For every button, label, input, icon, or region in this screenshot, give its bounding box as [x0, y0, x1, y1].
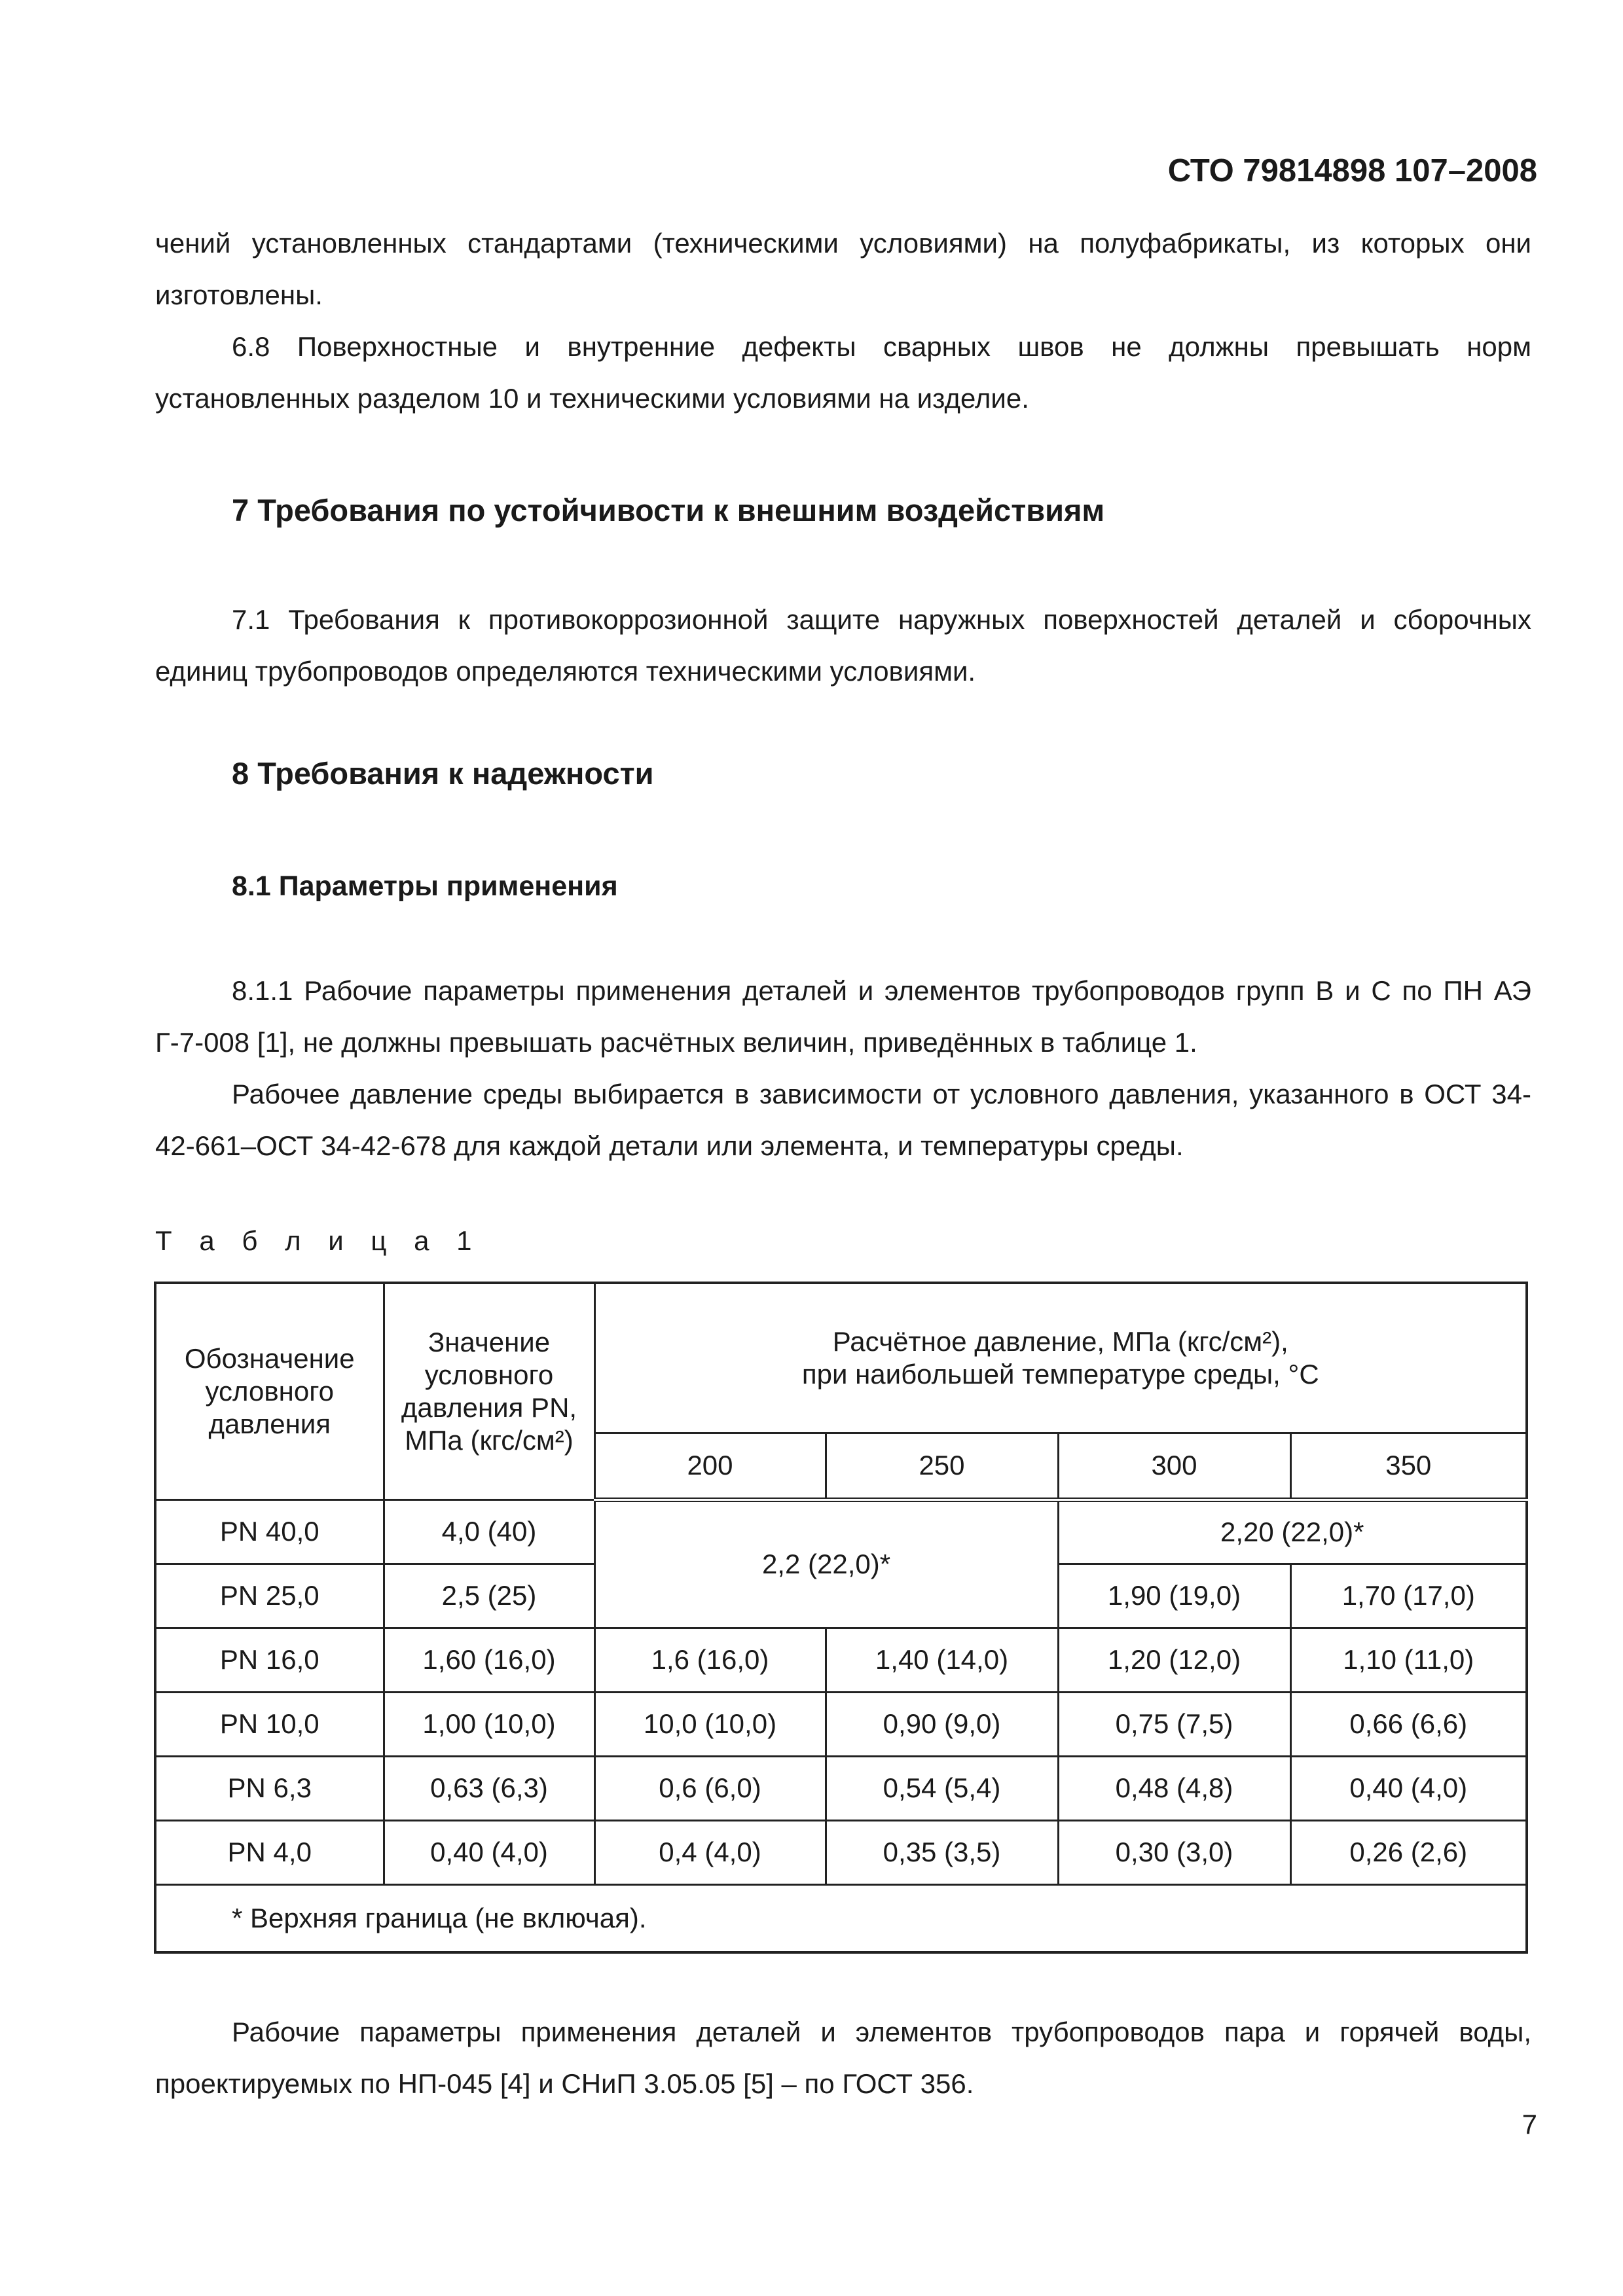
table-footnote: * Верхняя граница (не включая).	[155, 1884, 1527, 1952]
paragraph-8-1-1: 8.1.1 Рабочие параметры применения деталей и элементов трубопроводов групп B и C по ПН АЭ Г-7-008 [1], не должны превышать расчётных величин, приведённых в таблице 1.	[155, 975, 1531, 1058]
cell-temp-350: 0,40 (4,0)	[1290, 1756, 1527, 1820]
cell-pn: PN 10,0	[155, 1692, 384, 1756]
cell-temp-350: 0,66 (6,6)	[1290, 1692, 1527, 1756]
cell-pn: PN 6,3	[155, 1756, 384, 1820]
pressure-table	[154, 1282, 1528, 1954]
table-row	[155, 1756, 1527, 1820]
cell-merged-high-temp-pn40: 2,20 (22,0)*	[1058, 1499, 1527, 1564]
header-temp-300: 300	[1058, 1433, 1290, 1499]
cell-temp-300: 0,48 (4,8)	[1058, 1756, 1290, 1820]
cell-pn: PN 25,0	[155, 1564, 384, 1628]
cell-temp-200: 10,0 (10,0)	[594, 1692, 826, 1756]
cell-temp-250: 0,35 (3,5)	[826, 1820, 1058, 1884]
header-design-pressure	[594, 1283, 1527, 1433]
cell-temp-300: 1,90 (19,0)	[1058, 1564, 1290, 1628]
cell-temp-200: 1,6 (16,0)	[594, 1628, 826, 1692]
paragraph-6-8: 6.8 Поверхностные и внутренние дефекты сварных швов не должны превышать норм установленных разделом 10 и техническими условиями на изделие.	[155, 331, 1531, 414]
header-design-pressure-line2: при наибольшей температуре среды, °С	[801, 1358, 1319, 1390]
subsection-heading-8-1: 8.1 Параметры применения	[232, 870, 618, 902]
cell-temp-250: 0,90 (9,0)	[826, 1692, 1058, 1756]
cell-pn-value: 0,40 (4,0)	[384, 1820, 594, 1884]
header-temp-250: 250	[826, 1433, 1058, 1499]
table-row	[155, 1692, 1527, 1756]
paragraph-after-table: Рабочие параметры применения деталей и элементов трубопроводов пара и горячей воды, проектируемых по НП-045 [4] и СНиП 3.05.05 [5] – по ГОСТ 356.	[155, 2017, 1531, 2099]
cell-temp-200: 0,6 (6,0)	[594, 1756, 826, 1820]
cell-temp-300: 1,20 (12,0)	[1058, 1628, 1290, 1692]
cell-temp-300: 0,30 (3,0)	[1058, 1820, 1290, 1884]
table-caption: Т а б л и ц а 1	[155, 1225, 482, 1256]
cell-pn: PN 4,0	[155, 1820, 384, 1884]
document-code: СТО 79814898 107–2008	[1167, 153, 1537, 188]
cell-temp-250: 1,40 (14,0)	[826, 1628, 1058, 1692]
table-row	[155, 1628, 1527, 1692]
cell-temp-350: 1,70 (17,0)	[1290, 1564, 1527, 1628]
cell-temp-300: 0,75 (7,5)	[1058, 1692, 1290, 1756]
cell-pn-value: 1,00 (10,0)	[384, 1692, 594, 1756]
cell-pn: PN 16,0	[155, 1628, 384, 1692]
cell-temp-250: 0,54 (5,4)	[826, 1756, 1058, 1820]
cell-pn-value: 0,63 (6,3)	[384, 1756, 594, 1820]
section-heading-8: 8 Требования к надежности	[232, 756, 654, 791]
cell-temp-350: 0,26 (2,6)	[1290, 1820, 1527, 1884]
cell-pn-value: 1,60 (16,0)	[384, 1628, 594, 1692]
cell-pn-value: 2,5 (25)	[384, 1564, 594, 1628]
cell-pn: PN 40,0	[155, 1499, 384, 1564]
header-design-pressure-line1: Расчётное давление, МПа (кгс/см²),	[832, 1325, 1288, 1357]
header-temp-350: 350	[1290, 1433, 1527, 1499]
header-pn-designation: Обозначение условного давления	[155, 1283, 384, 1499]
section-heading-7: 7 Требования по устойчивости к внешним воздействиям	[232, 493, 1105, 528]
cell-temp-350: 1,10 (11,0)	[1290, 1628, 1527, 1692]
paragraph-intro: чений установленных стандартами (техническими условиями) на полуфабрикаты, из которых они изготовлены.	[155, 228, 1531, 310]
paragraph-working-pressure: Рабочее давление среды выбирается в зависимости от условного давления, указанного в ОСТ 34-42-661–ОСТ 34-42-678 для каждой детали или элемента, и температуры среды.	[155, 1079, 1531, 1161]
cell-merged-low-temp: 2,2 (22,0)*	[594, 1499, 1058, 1628]
table-row	[155, 1499, 1527, 1564]
paragraph-7-1: 7.1 Требования к противокоррозионной защите наружных поверхностей деталей и сборочных единиц трубопроводов определяются техническими условиями.	[155, 604, 1531, 687]
cell-pn-value: 4,0 (40)	[384, 1499, 594, 1564]
page-number: 7	[1522, 2109, 1537, 2140]
header-pn-value: Значение условного давления PN, МПа (кгс/см²)	[384, 1283, 594, 1499]
table-row	[155, 1820, 1527, 1884]
header-temp-200: 200	[594, 1433, 826, 1499]
cell-temp-200: 0,4 (4,0)	[594, 1820, 826, 1884]
